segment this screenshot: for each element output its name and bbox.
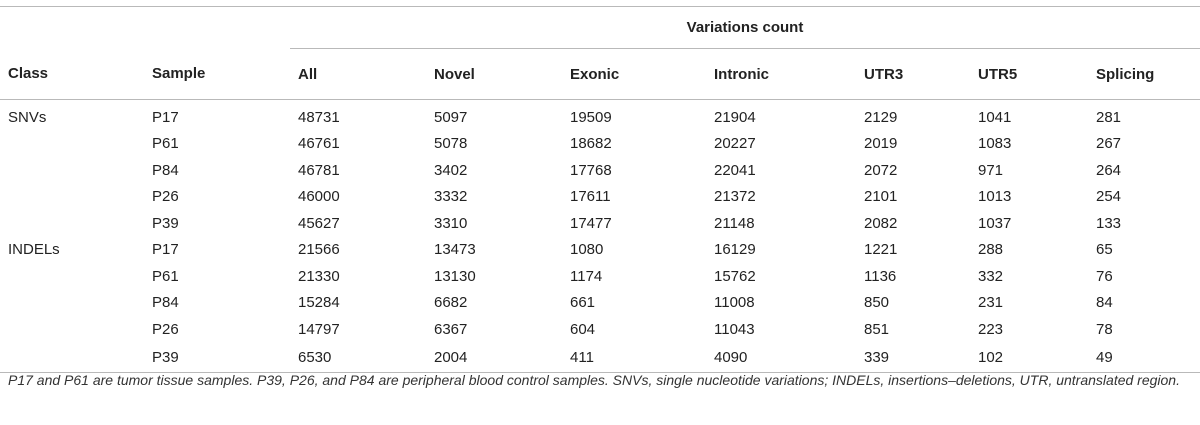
cell-splicing: 264 [1096, 161, 1122, 179]
cell-intronic: 20227 [714, 135, 756, 153]
cell-utr3: 2101 [864, 188, 898, 206]
cell-utr5: 332 [978, 267, 1004, 285]
cell-exonic: 661 [570, 294, 596, 312]
cell-utr3: 851 [864, 320, 890, 338]
cell-intronic: 4090 [706, 343, 856, 373]
cell-exonic: 19509 [570, 108, 612, 126]
cell-all: 46781 [298, 161, 340, 179]
cell-all: 14797 [298, 320, 340, 338]
cell-utr5: 1013 [978, 188, 1012, 206]
cell-all: 48731 [298, 108, 340, 126]
cell-exonic: 604 [570, 320, 596, 338]
column-header-sample: Sample [144, 49, 290, 100]
table-row [0, 263, 1200, 290]
cell-utr5: 288 [978, 241, 1004, 259]
table-row [0, 131, 1200, 158]
table-header [0, 7, 1200, 100]
cell-utr5: 1083 [978, 135, 1012, 153]
cell-intronic: 11008 [714, 294, 755, 312]
cell-intronic: 15762 [714, 267, 756, 285]
cell-exonic: 1080 [570, 241, 604, 259]
cell-splicing: 281 [1096, 108, 1122, 126]
cell-intronic: 16129 [714, 241, 756, 259]
cell-intronic: 21904 [714, 108, 756, 126]
cell-sample: P61 [152, 135, 179, 153]
cell-all: 21330 [298, 267, 340, 285]
cell-class [0, 290, 144, 317]
cell-sample: P26 [152, 188, 179, 206]
cell-class: SNVs [8, 108, 47, 126]
table-row [0, 210, 1200, 237]
cell-novel: 5097 [434, 108, 468, 126]
cell-splicing: 78 [1096, 320, 1113, 338]
column-header-splicing: Splicing [1088, 49, 1200, 100]
cell-all: 46761 [298, 135, 340, 153]
cell-utr3: 1221 [864, 241, 898, 259]
cell-class [0, 157, 144, 184]
table-row [0, 184, 1200, 211]
cell-utr3: 1136 [864, 267, 897, 285]
cell-splicing: 254 [1096, 188, 1122, 206]
variations-count-header: Variations count [290, 7, 1200, 49]
table-row [0, 343, 1200, 373]
cell-exonic: 18682 [570, 135, 612, 153]
cell-sample: P39 [152, 214, 179, 232]
table-body [0, 100, 1200, 373]
cell-novel: 13473 [434, 241, 476, 259]
cell-utr3: 2082 [864, 214, 898, 232]
table-row [0, 237, 1200, 264]
cell-utr3: 850 [864, 294, 890, 312]
cell-splicing: 267 [1096, 135, 1122, 153]
column-header-novel: Novel [426, 49, 562, 100]
cell-class [0, 316, 144, 343]
cell-class: INDELs [8, 241, 60, 259]
cell-splicing: 133 [1096, 214, 1122, 232]
cell-intronic: 11043 [714, 320, 755, 338]
cell-class [0, 210, 144, 237]
cell-class [0, 131, 144, 158]
cell-novel: 5078 [434, 135, 468, 153]
column-header-all: All [290, 49, 426, 100]
cell-utr3: 339 [856, 343, 970, 373]
cell-utr5: 102 [970, 343, 1088, 373]
cell-sample: P17 [152, 241, 179, 259]
cell-class [0, 263, 144, 290]
cell-splicing: 84 [1096, 294, 1113, 312]
cell-utr5: 223 [978, 320, 1004, 338]
cell-novel: 3402 [434, 161, 468, 179]
cell-class [0, 184, 144, 211]
cell-exonic: 17477 [570, 214, 612, 232]
cell-utr3: 2019 [864, 135, 898, 153]
cell-exonic: 17611 [570, 188, 611, 206]
variations-table [0, 6, 1200, 373]
cell-exonic: 411 [562, 343, 706, 373]
cell-all: 6530 [290, 343, 426, 373]
column-header-utr3: UTR3 [856, 49, 970, 100]
table-row [0, 157, 1200, 184]
cell-novel: 6682 [434, 294, 468, 312]
column-header-utr5: UTR5 [970, 49, 1088, 100]
cell-utr3: 2072 [864, 161, 898, 179]
cell-intronic: 21148 [714, 214, 755, 232]
cell-all: 45627 [298, 214, 340, 232]
cell-utr5: 1037 [978, 214, 1012, 232]
table-row [0, 100, 1200, 131]
cell-splicing: 76 [1096, 267, 1113, 285]
cell-all: 15284 [298, 294, 340, 312]
column-header-intronic: Intronic [706, 49, 856, 100]
column-header-exonic: Exonic [562, 49, 706, 100]
cell-intronic: 22041 [714, 161, 756, 179]
cell-utr3: 2129 [864, 108, 898, 126]
cell-novel: 3310 [434, 214, 468, 232]
table-footnote: P17 and P61 are tumor tissue samples. P39, P26, and P84 are peripheral blood control samples. SNVs, single nucleotide variations; INDELs, insertions–deletions, UTR, untranslated region. [8, 372, 1180, 388]
cell-sample: P26 [152, 320, 179, 338]
group-header-row [0, 7, 1200, 49]
cell-exonic: 1174 [570, 267, 603, 285]
cell-sample: P84 [152, 294, 179, 312]
cell-novel: 6367 [434, 320, 468, 338]
table-row [0, 316, 1200, 343]
column-header-class: Class [0, 49, 144, 100]
cell-splicing: 65 [1096, 241, 1113, 259]
cell-exonic: 17768 [570, 161, 612, 179]
cell-sample: P39 [144, 343, 290, 373]
group-header-blank [0, 7, 290, 49]
cell-sample: P84 [152, 161, 179, 179]
cell-novel: 2004 [426, 343, 562, 373]
cell-novel: 13130 [434, 267, 476, 285]
cell-utr5: 231 [978, 294, 1004, 312]
table-row [0, 290, 1200, 317]
cell-all: 46000 [298, 188, 340, 206]
cell-sample: P61 [152, 267, 179, 285]
cell-intronic: 21372 [714, 188, 756, 206]
cell-novel: 3332 [434, 188, 468, 206]
column-header-row [0, 49, 1200, 100]
cell-splicing: 49 [1088, 343, 1200, 373]
cell-utr5: 1041 [978, 108, 1012, 126]
cell-utr5: 971 [978, 161, 1004, 179]
cell-all: 21566 [298, 241, 340, 259]
cell-class [0, 343, 144, 373]
cell-sample: P17 [152, 108, 179, 126]
